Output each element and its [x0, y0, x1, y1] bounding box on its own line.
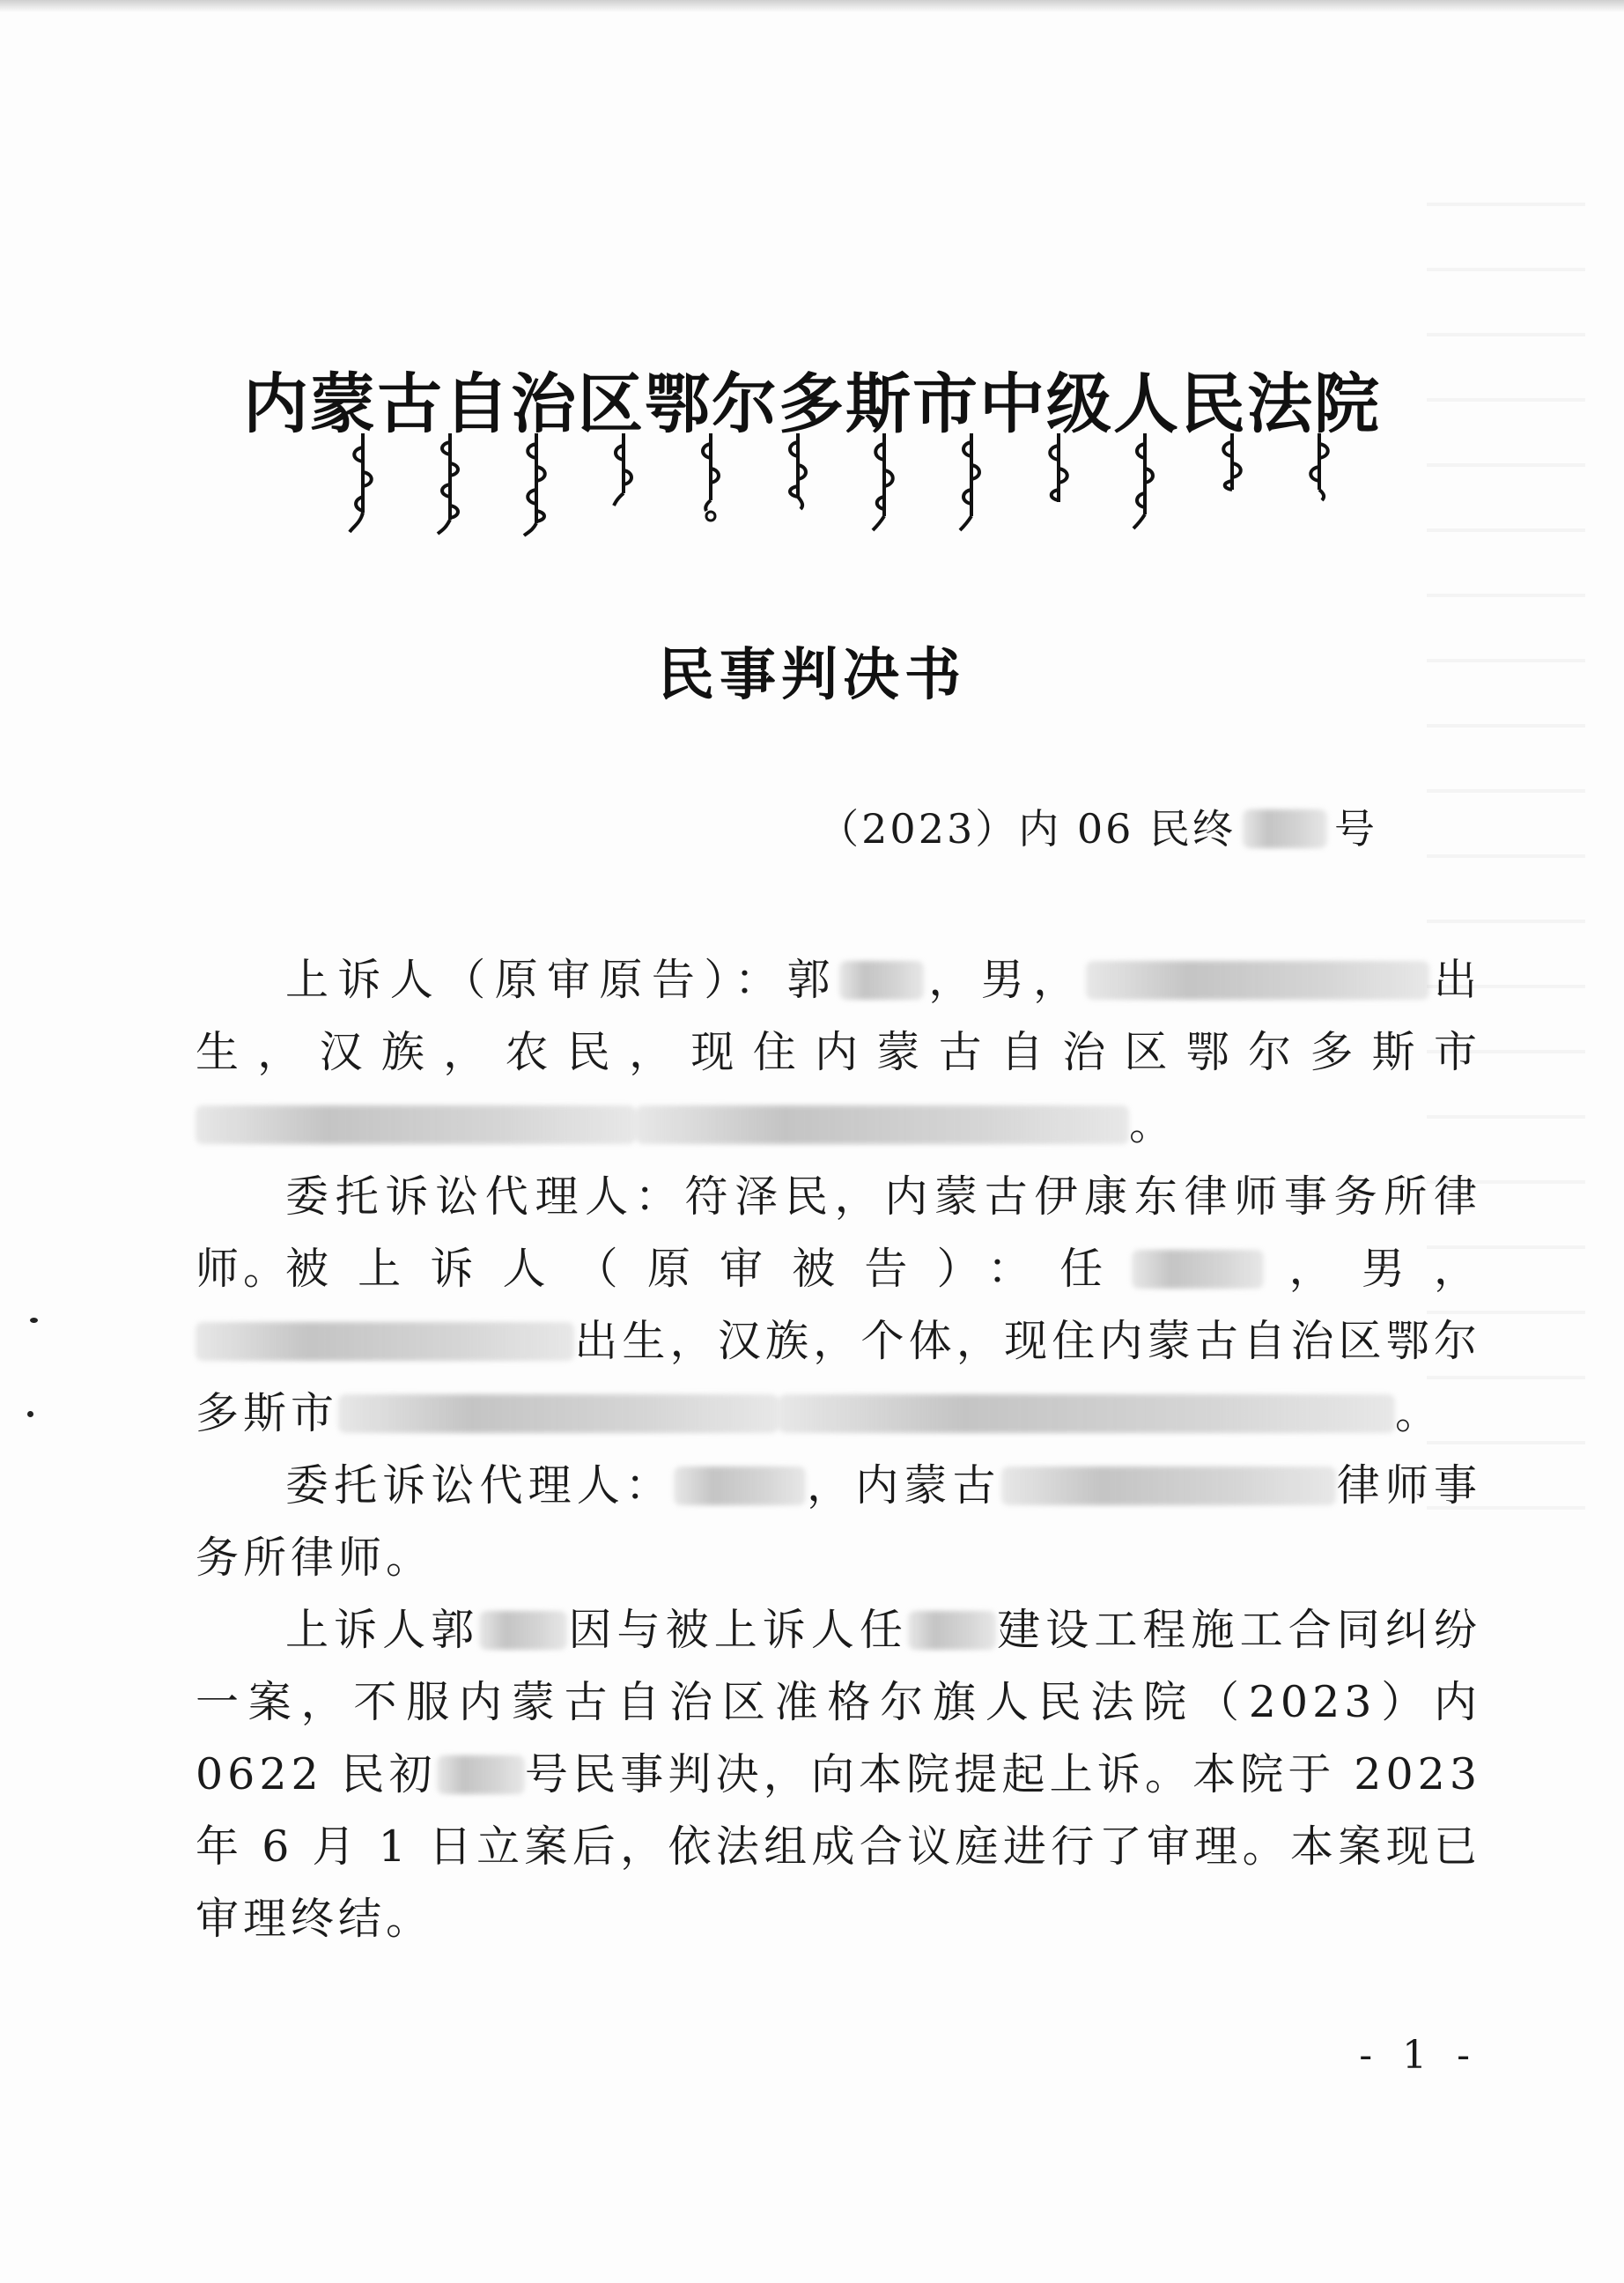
appellee-agent-text-2: ，内蒙古	[805, 1460, 1001, 1511]
redacted-law-firm-name	[1001, 1467, 1336, 1505]
redacted-appellee-address	[338, 1394, 779, 1433]
redacted-appellee-agent-name	[674, 1467, 806, 1505]
appellee-agent-text-1: 委托诉讼代理人：	[285, 1460, 674, 1511]
mongolian-word-10	[1130, 432, 1160, 537]
appellant-text-2: ，男，	[923, 955, 1086, 1005]
mongolian-word-2	[435, 432, 465, 537]
redacted-case-serial	[1243, 809, 1327, 848]
court-name-heading: 内蒙古自治区鄂尔多斯市中级人民法院	[243, 366, 1381, 442]
appellant-text-4: 。	[1129, 1099, 1177, 1149]
appellant-text-3: 出生，汉族，农民，现住内蒙古自治区鄂尔多斯市	[196, 955, 1481, 1077]
case-number-suffix: 号	[1334, 805, 1377, 853]
mongolian-word-12	[1304, 432, 1334, 537]
summary-text-3: 建设工程施工合同纠纷一案，不服内蒙古自治区准格尔旗人民法院（2023）内 0622 民初	[196, 1605, 1481, 1799]
mongolian-word-1	[348, 432, 378, 537]
appellant-text-1: 上诉人（原审原告）：郭	[285, 955, 839, 1005]
redacted-first-instance-serial	[437, 1755, 525, 1794]
redacted-appellant-birthdate	[1086, 961, 1429, 1000]
appellee-agent-text-3: 律师事务所律师。	[196, 1460, 1481, 1583]
appellee-agent-paragraph	[196, 1450, 1481, 1594]
case-number-prefix: （2023）内 06 民终	[818, 805, 1236, 853]
scan-edge-shadow	[0, 0, 1624, 12]
mongolian-word-4	[609, 432, 639, 537]
appellee-text-3: 出生，汉族，个体，现住内蒙古自治区鄂尔多斯市	[196, 1316, 1481, 1438]
mongolian-word-5	[696, 432, 726, 537]
appellee-text-4: 。	[1395, 1388, 1443, 1438]
case-number	[818, 797, 1377, 855]
document-title: 民事判决书	[658, 642, 966, 708]
appellee-text-2: ，男，	[1264, 1244, 1481, 1294]
mongolian-word-8	[956, 432, 986, 537]
appellant-agent-paragraph: 委托诉讼代理人：符泽民，内蒙古伊康东律师事务所律师。	[196, 1171, 1481, 1294]
summary-text-4: 号民事判决，向本院提起上诉。本院于 2023 年 6 月 1 日立案后，依法组成合议庭进行了审理。本案现已审理终结。	[196, 1749, 1481, 1944]
redacted-appellant-address-cont	[636, 1105, 1129, 1144]
appellee-paragraph	[196, 1233, 1481, 1450]
case-summary-paragraph	[196, 1594, 1481, 1955]
redacted-appellee-given-name	[908, 1611, 996, 1650]
redacted-appellant-given-name	[479, 1611, 567, 1650]
summary-text-1: 上诉人郭	[285, 1605, 480, 1655]
mongolian-word-11	[1217, 432, 1247, 537]
appellant-paragraph	[196, 944, 1481, 1161]
mongolian-word-6	[783, 432, 813, 537]
binding-hole-mark	[30, 1318, 38, 1323]
mongolian-word-3	[521, 432, 551, 537]
mongolian-word-7	[869, 432, 899, 537]
mongolian-script-court-name	[348, 432, 1334, 537]
redacted-appellee-address-cont	[779, 1394, 1395, 1433]
redacted-appellant-address	[196, 1105, 636, 1144]
mongolian-word-9	[1044, 432, 1074, 537]
redacted-appellee-name	[1132, 1250, 1264, 1289]
page-number: - 1 -	[1359, 2033, 1479, 2078]
redacted-appellant-name	[839, 961, 924, 1000]
summary-text-2: 因与被上诉人任	[567, 1605, 909, 1655]
appellee-text-1: 被上诉人（原审被告）：任	[285, 1244, 1133, 1294]
binding-hole-mark	[27, 1411, 33, 1417]
redacted-appellee-birthdate	[196, 1322, 574, 1361]
